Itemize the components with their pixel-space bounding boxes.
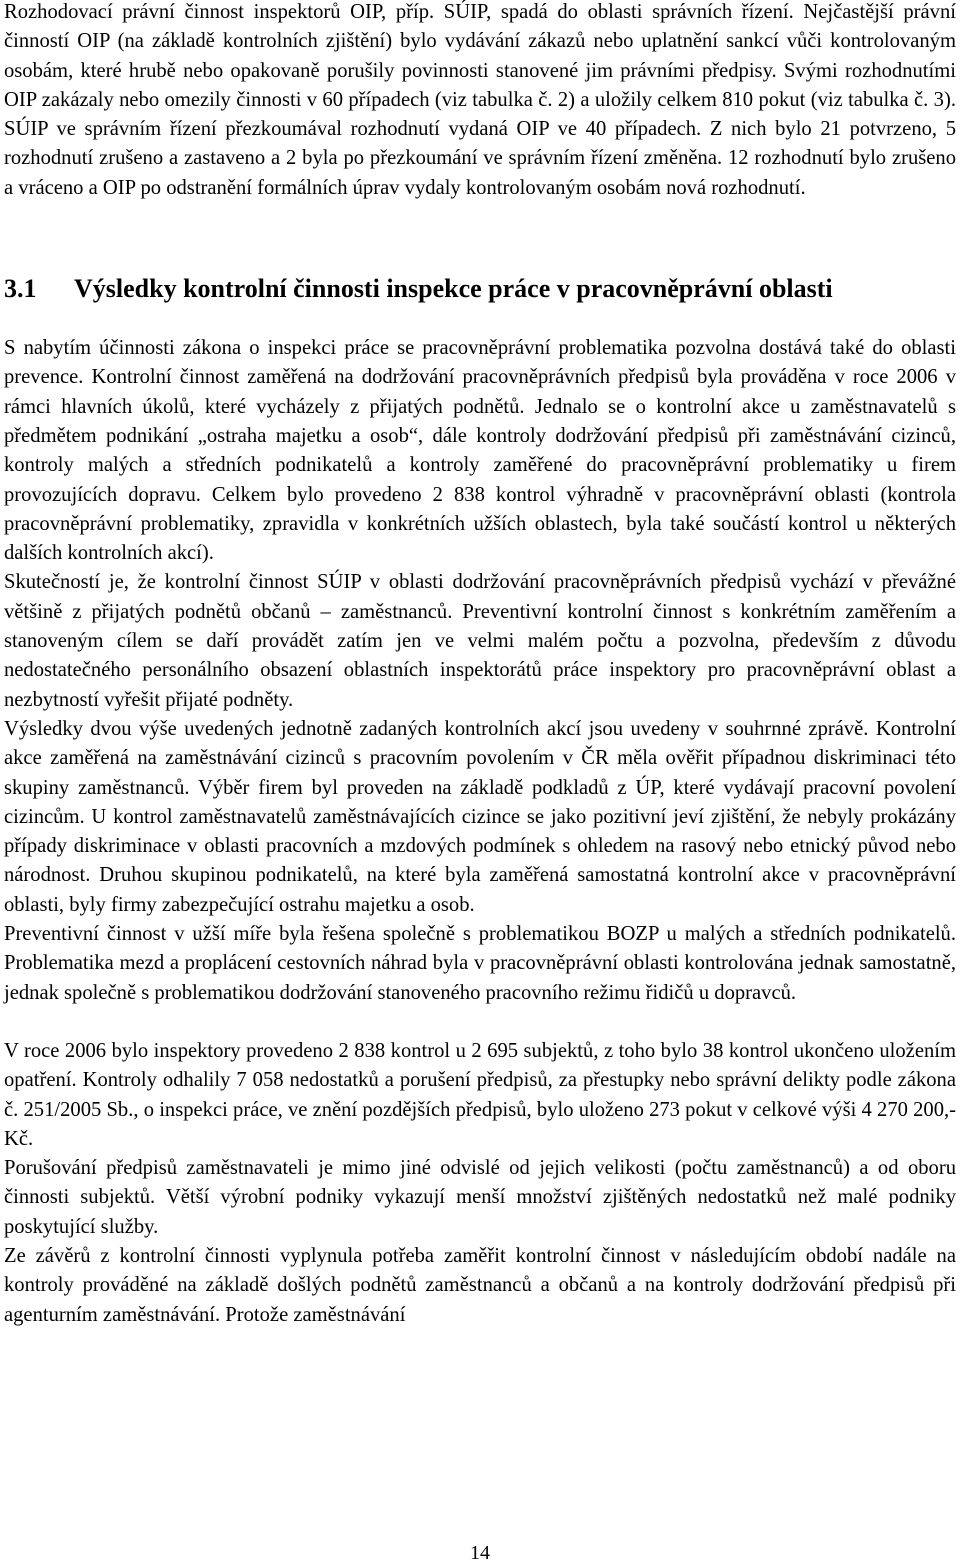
document-page (4, 0, 956, 1330)
page-number: 14 (470, 1542, 490, 1564)
section-heading (4, 273, 956, 305)
section-title: Výsledky kontrolní činnosti inspekce práce v pracovněprávní oblasti (74, 274, 833, 304)
intro-paragraph: Rozhodovací právní činnost inspektorů OIP, příp. SÚIP, spadá do oblasti správních řízení. Nejčastější právní činností OIP (na základě kontrolních zjištění) bylo vydávání zákazů nebo uplatnění sankcí vůči kontrolovaným osobám, které hrubě nebo opakovaně porušily povinnosti stanovené jim právními předpisy. Svými rozhodnutími OIP zakázaly nebo omezily činnosti v 60 případech (viz tabulka č. 2) a uložily celkem 810 pokut (viz tabulka č. 3). SÚIP ve správním řízení přezkoumával rozhodnutí vydaná OIP ve 40 případech. Z nich bylo 21 potvrzeno, 5 rozhodnutí zrušeno a zastaveno a 2 byla po přezkoumání ve správním řízení změněna. 12 rozhodnutí bylo zrušeno a vráceno a OIP po odstranění formálních úprav vydaly kontrolovaným osobám nová rozhodnutí. (4, 1, 956, 199)
results-paragraph-3: Ze závěrů z kontrolní činnosti vyplynula potřeba zaměřit kontrolní činnost v následujícím období nadále na kontroly prováděné na základě došlých podnětů zaměstnanců a občanů a na kontroly dodržování předpisů při agenturním zaměstnávání. Protože zaměstnávání (4, 1244, 956, 1326)
section-paragraph-4: Preventivní činnost v užší míře byla řešena společně s problematikou BOZP u malých a středních podnikatelů. Problematika mezd a proplácení cestovních náhrad byla v pracovněprávní oblasti kontrolována jednak samostatně, jednak společně s problematikou dodržování stanoveného pracovního režimu řidičů u dopravců. (4, 923, 956, 1004)
section-paragraph-3: Výsledky dvou výše uvedených jednotně zadaných kontrolních akcí jsou uvedeny v souhrnné zprávě. Kontrolní akce zaměřená na zaměstnávání cizinců s pracovním povolením v ČR měla ověřit případnou diskriminaci této skupiny zaměstnanců. Výběr firem byl proveden na základě podkladů z ÚP, které vydávají pracovní povolení cizincům. U kontrol zaměstnavatelů zaměstnávajících cizince se jako pozitivní jeví zjištění, že nebyly prokázány případy diskriminace v oblasti pracovních a mzdových podmínek s ohledem na rasový nebo etnický původ nebo národnost. Druhou skupinou podnikatelů, na které byla zaměřená samostatná kontrolní akce v pracovněprávní oblasti, byly firmy zabezpečující ostrahu majetku a osob. (4, 717, 956, 916)
results-paragraph-2: Porušování předpisů zaměstnavateli je mimo jiné odvislé od jejich velikosti (počtu zaměstnanců) a od oboru činnosti subjektů. Větší výrobní podniky vykazují menší množství zjištěných nedostatků než malé podniky poskytující služby. (4, 1157, 956, 1238)
section-body (4, 334, 956, 1008)
section-paragraph-1: S nabytím účinnosti zákona o inspekci práce se pracovněprávní problematika pozvolna dostává také do oblasti prevence. Kontrolní činnost zaměřená na dodržování pracovněprávních předpisů byla prováděna v roce 2006 v rámci hlavních úkolů, které vycházely z přijatých podnětů. Jednalo se o kontrolní akce u zaměstnavatelů s předmětem podnikání „ostraha majetku a osob“, dále kontroly dodržování předpisů při zaměstnávání cizinců, kontroly malých a středních podnikatelů a kontroly zaměřené do pracovněprávní problematiky u firem provozujících dopravu. Celkem bylo provedeno 2 838 kontrol výhradně v pracovněprávní oblasti (kontrola pracovněprávní problematiky, zpravidla v konkrétních užších oblastech, byla také součástí kontrol u některých dalších kontrolních akcí). (4, 337, 956, 565)
section-number: 3.1 (4, 274, 37, 304)
results-body (4, 1037, 956, 1330)
section-paragraph-2: Skutečností je, že kontrolní činnost SÚIP v oblasti dodržování pracovněprávních předpisů vychází v převážné většině z přijatých podnětů občanů – zaměstnanců. Preventivní kontrolní činnost s konkrétním zaměřením a stanoveným cílem se daří provádět zatím jen ve velmi malém počtu a pozvolna, především z důvodu nedostatečného personálního obsazení oblastních inspektorátů práce inspektory pro pracovněprávní oblast a nezbytností vyřešit přijaté podněty. (4, 571, 956, 711)
results-paragraph-1: V roce 2006 bylo inspektory provedeno 2 838 kontrol u 2 695 subjektů, z toho bylo 38 kontrol ukončeno uložením opatření. Kontroly odhalily 7 058 nedostatků a porušení předpisů, za přestupky nebo správní delikty podle zákona č. 251/2005 Sb., o inspekci práce, ve znění pozdějších předpisů, bylo uloženo 273 pokut v celkové výši 4 270 200,- Kč. (4, 1039, 956, 1150)
